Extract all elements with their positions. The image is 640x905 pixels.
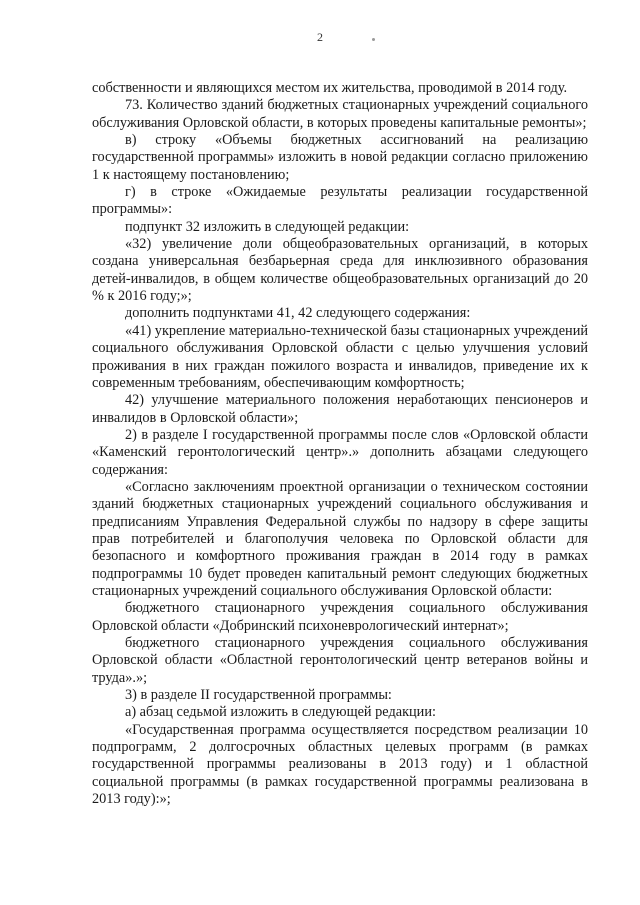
paragraph: 42) улучшение материального положения неработающих пенсионеров и инвалидов в Орловской области»;: [92, 392, 588, 426]
paragraph: бюджетного стационарного учреждения социального обслуживания Орловской области «Добринский психоневрологический интернат»;: [92, 600, 588, 634]
paragraph: «32) увеличение доли общеобразовательных организаций, в которых создана универсальная безбарьерная среда для инклюзивного образования детей-инвалидов, в общем количестве общеобразовательных организаций до 20 % к 2016 году;»;: [92, 236, 588, 305]
page-number: 2: [317, 30, 323, 44]
paragraph: г) в строке «Ожидаемые результаты реализации государственной программы»:: [92, 184, 588, 218]
paragraph: дополнить подпунктами 41, 42 следующего содержания:: [125, 305, 471, 322]
paragraph: «41) укрепление материально-технической базы стационарных учреждений социального обслуживания Орловской области с целью улучшения условий проживания в них граждан пожилого возраста и инвалидов, приведение их к современным требованиям, обеспечивающим комфортность;: [92, 322, 588, 391]
paragraph: 2) в разделе I государственной программы после слов «Орловской области «Каменский геронтологический центр».» дополнить абзацами следующего содержания:: [92, 426, 588, 478]
paragraph: 73. Количество зданий бюджетных стационарных учреждений социального обслуживания Орловской области, в которых проведены капитальные ремонты»;: [92, 97, 588, 131]
paragraph: в) строку «Объемы бюджетных ассигнований на реализацию государственной программы» изложить в новой редакции согласно приложению 1 к настоящему постановлению;: [92, 132, 588, 183]
paragraph: «Государственная программа осуществляется посредством реализации 10 подпрограмм, 2 долгосрочных областных целевых программ (в рамках государственной программы реализованы в 2013 году) и 1 областной социальной программы (в рамках государственной программы реализована в 2013 году):»;: [92, 721, 588, 808]
paragraph: собственности и являющихся местом их жительства, проводимой в 2014 году.: [92, 80, 568, 96]
paragraph: подпункт 32 изложить в следующей редакции:: [125, 218, 410, 235]
paragraph: а) абзац седьмой изложить в следующей редакции:: [125, 704, 436, 721]
paragraph: «Согласно заключениям проектной организации о техническом состоянии зданий бюджетных стационарных учреждений социального обслуживания и предписаниям Управления Федеральной службы по надзору в сфере защиты прав потребителей и благополучия человека по Орловской области для безопасного и комфортного проживания граждан в 2014 году в рамках подпрограммы 10 будет проведен капитальный ремонт следующих бюджетных стационарных учреждений социального обслуживания Орловской области:: [92, 478, 588, 599]
paragraph: бюджетного стационарного учреждения социального обслуживания Орловской области «Областной геронтологический центр ветеранов войны и труда».»;: [92, 635, 588, 686]
paragraph: 3) в разделе II государственной программы:: [125, 687, 392, 704]
scan-speck: [372, 38, 375, 41]
document-body: [92, 80, 588, 808]
